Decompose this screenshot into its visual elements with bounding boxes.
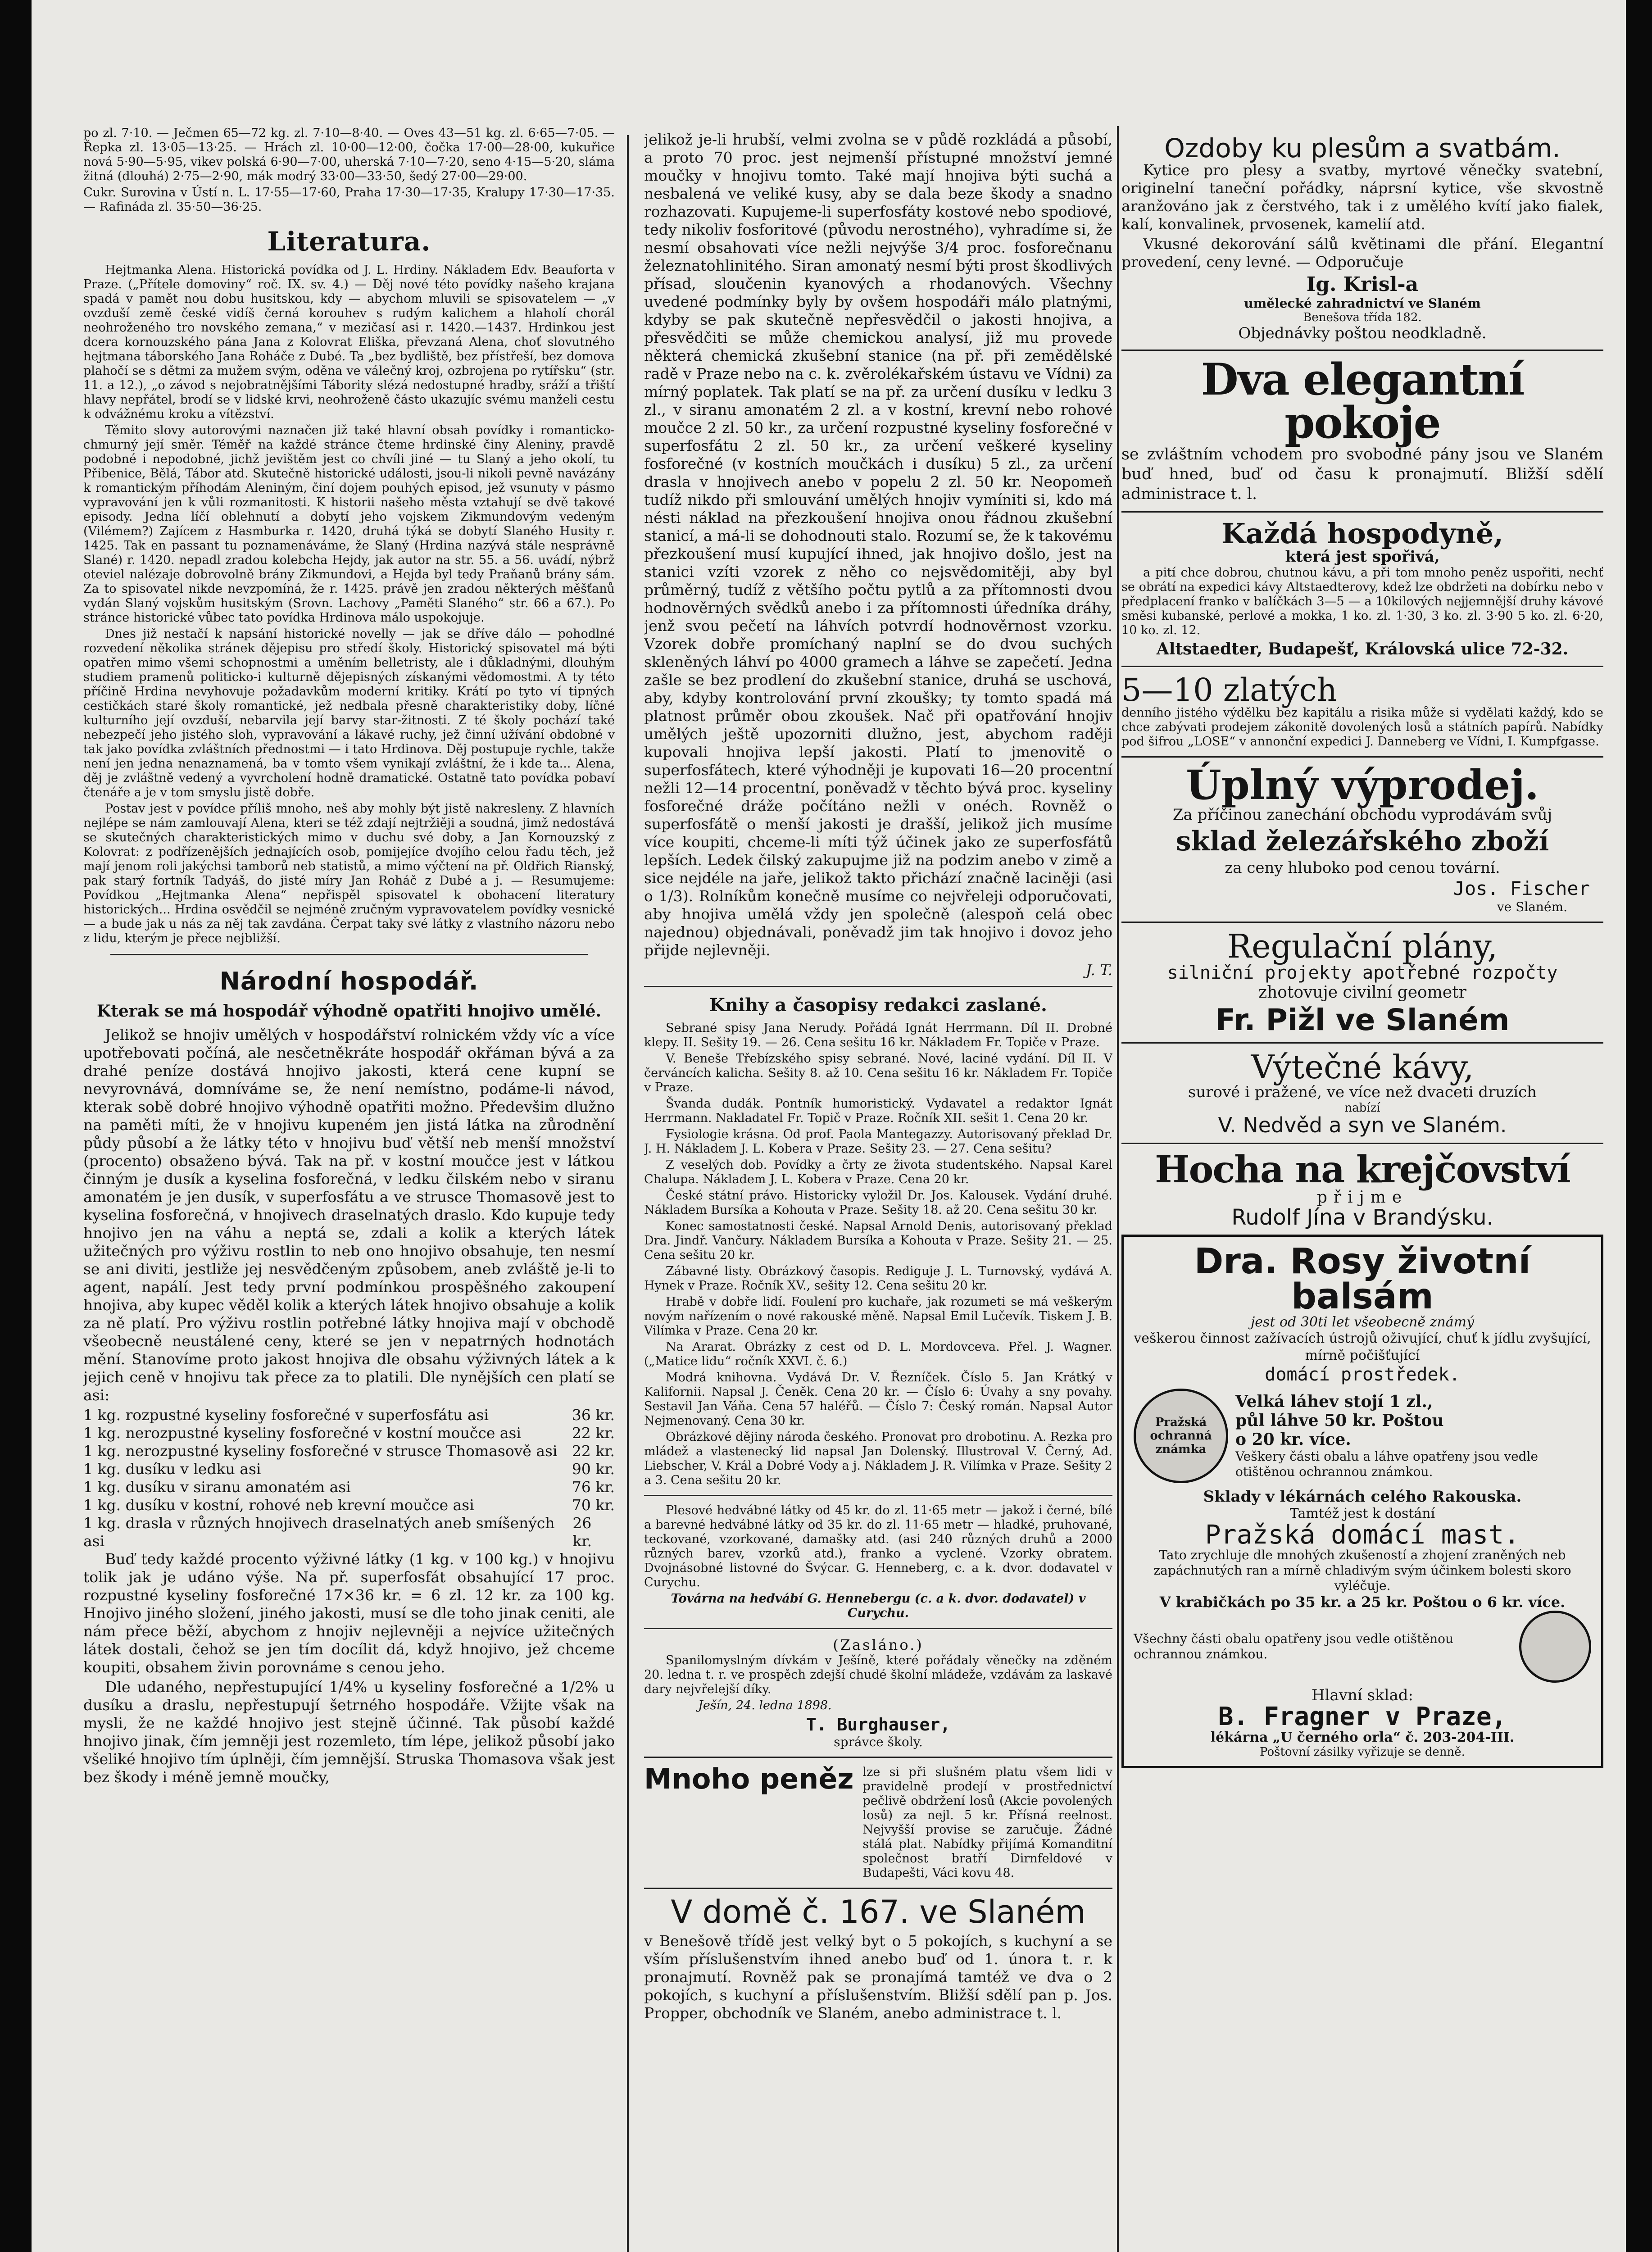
price-row: 1 kg. dusíku v siranu amonatém asi 76 kr. bbox=[83, 1478, 615, 1496]
trademark-seal-icon bbox=[1519, 1611, 1591, 1683]
literatura-paragraph: Dnes již nestačí k napsání historické novelly — jak se dříve dálo — pohodlné rozvedení několika stránek dějepisu pro středí školy. Historický spisovatel má býti opatřen mimo všemi schopnostmi a uměním belletristy, ale i důkladnými, dlouhým studiem pramenů politicko-i kulturně dějepisných získanými vědomostmi. A ty této příčině Hrdina nevyhovuje požadavkům moderní kritiky. Krátí po tyto ví tipných cestičkách staré školy romantické, jež nedbala přesně charakteristiky doby, líčné kulturního její ovzduší, nebarvila její barvy star-žitnosti. Z té školy pochází také nebezpečí jeho jistého sloh, vypravování a lákavé ruchy, jež činní užívání obdobné v tak jako povídka zvláštních přednostmi — i tato Hrdinova. Děj postupuje rychle, takže není jen jedna nenaznamená, ba v tomto všem vynikají zvláštní, že i kde ta... Alena, děj je zvláštně vedený a vyvrcholení hodně dramatické. Ostatně tato povídka pobaví čtenáře a je v tom smyslu jistě dobře. bbox=[83, 627, 615, 799]
ad-ozdoby-firm-sub: umělecké zahradnictví ve Slaném bbox=[1244, 296, 1481, 311]
price-row: 1 kg. dusíku v ledku asi 90 kr. bbox=[83, 1460, 615, 1478]
zaslano-place: Ješín, 24. ledna 1898. bbox=[698, 1698, 832, 1712]
column-middle bbox=[644, 72, 1112, 2252]
book-entry: Sebrané spisy Jana Nerudy. Pořádá Ignát Herrmann. Díl II. Drobné klepy. II. Sešity 19. — 26. Cena sešitu 16 kr. Nákladem Fr. Topiče v Praze. bbox=[644, 1021, 1112, 1049]
money-ad-text: lze si při slušném platu všem lidi v pravidelně prodejí v prostřednictví pečlivě obdržení losů (Akcie povolených losů) za nejl. 5 kr. Přísná reelnost. Nejvyšší provise se zaručuje. Žádné stálá plat. Nabídky přijímá Komanditní společnost bratří Dirnfeldové v Budapešti, Váci kovu 48. bbox=[862, 1765, 1112, 1880]
book-entry: Zábavné listy. Obrázkový časopis. Rediguje J. L. Turnovský, vydává A. Hynek v Praze. Ročník XV., sešity 12. Cena sešitu 20 kr. bbox=[644, 1264, 1112, 1293]
ad-balsam-sklady: Sklady v lékárnách celého Rakouska. bbox=[1203, 1488, 1522, 1506]
ad-hocha-sub: přijme bbox=[1316, 1188, 1408, 1207]
ad-vyprodej-firm: Jos. Fischer bbox=[1453, 877, 1590, 899]
section-heading-narodni: Národní hospodář. bbox=[219, 967, 479, 995]
article-paragraph: Dle udaného, nepřestupující 1/4% u kyseliny fosforečné a 1/2% u dusíku a draslu, nepřestupují šetrného hospodáře. Vžijte však na mysli, že ne každé hnojivo jest stejně účinné. Tak působí každé hnojivo jinak, čím jemněji jest rozemleto, tím lépe, jelikož působí jako všeliké hnojivo tím úplněji, čím jemnější. Struska Thomasova však jest bez škody i méně jemně moučky, bbox=[83, 1678, 615, 1786]
ad-regulacni-title: Regulační plány, bbox=[1227, 927, 1498, 965]
divider bbox=[644, 1495, 1112, 1496]
ad-vyprodej-text: Za příčinou zanechání obchodu vyprodávám svůj bbox=[1172, 806, 1552, 824]
book-entry: V. Beneše Třebízského spisy sebrané. Nové, laciné vydání. Díl II. V červáncích kalicha. Sešity 8. až 10. Cena sešitu 16 kr. Nákladem Fr. Topiče v Praze. bbox=[644, 1052, 1112, 1094]
ad-balsam-domaci: domácí prostředek. bbox=[1265, 1364, 1460, 1385]
divider bbox=[1121, 350, 1603, 351]
ad-kavy-title: Výtečné kávy, bbox=[1251, 1048, 1474, 1086]
divider bbox=[1121, 1042, 1603, 1044]
zaslano-sign-role: správce školy. bbox=[834, 1734, 923, 1749]
ad-ozdoby-title: Ozdoby ku plesům a svatbám. bbox=[1164, 133, 1561, 163]
divider bbox=[644, 1757, 1112, 1758]
divider bbox=[1121, 666, 1603, 667]
ad-balsam-post: o 20 kr. více. bbox=[1235, 1430, 1351, 1449]
divider bbox=[1121, 1143, 1603, 1144]
market-prices: po zl. 7·10. — Ječmen 65—72 kg. zl. 7·10—8·40. — Oves 43—51 kg. zl. 6·65—7·05. — Řepka zl. 13·05—13·25. — Hrách zl. 10·00—12·00, čočka 17·00—28·00, kukuřice nová 5·90—5·95, vikev polská 6·90—7·00, uherská 7·10—7·20, seno 4·15—5·20, sláma žitná (dlouhá) 2·75—2·90, mák modrý 33·00—33·50, šedý 27·00—29·00. bbox=[83, 126, 615, 183]
ad-zlatych-text: denního jistého výdělku bez kapitálu a risika může si vydělati každý, kdo se chce zabývati prodejem zákonitě dovolených losů a státních papírů. Nabídky pod šifrou „LOSE“ v annonční expedici J. Danneberg ve Vídni, I. Kumpfgasse. bbox=[1121, 706, 1603, 749]
book-entry: Z veselých dob. Povídky a črty ze života studentského. Napsal Karel Chalupa. Nákladem J. L. Kobera v Praze. Cena 20 kr. bbox=[644, 1158, 1112, 1186]
article-paragraph: Buď tedy každé procento výživné látky (1 kg. v 100 kg.) v hnojivu tolik jak je udáno výše. Na př. superfosfát obsahující 17 proc. rozpustné kyseliny fosforečné 17×36 kr. = 6 zl. 12 kr. za 100 kg. Hnojivo jiného složení, jiného jakosti, musí se dle toho jinak ceniti, ale nám přece běží, abychom z hnojiv nejlevněji a nejvíce užitečných látek dostali, čehož se jen tím docílit dá, když hnojivo, jež chceme koupiti, obsahem živin porovnáme s cenou jeho. bbox=[83, 1550, 615, 1676]
column-right bbox=[1121, 72, 1603, 2252]
house-ad-title: V domě č. 167. ve Slaném bbox=[671, 1893, 1086, 1930]
price-row: 1 kg. nerozpustné kyseliny fosforečné v kostní moučce asi 22 kr. bbox=[83, 1424, 615, 1442]
article-subheading: Kterak se má hospodář výhodně opatřiti hnojivo umělé. bbox=[96, 1002, 602, 1021]
book-entry: Fysiologie krásna. Od prof. Paola Mantegazzy. Autorisovaný překlad Dr. J. H. Nákladem J. L. Kobera v Praze. Sešity 23. — 27. Cena sešitu? bbox=[644, 1127, 1112, 1156]
ad-hocha-firm: Rudolf Jína v Brandýsku. bbox=[1231, 1205, 1493, 1230]
article-paragraph: Jelikož se hnojiv umělých v hospodářství rolnickém vždy víc a více upotřebovati počíná, ale nesčetněkráte hospodář okřáman bývá a za drahé peníze dostává hnojivo jakosti, která cene kupní se nevyrovnává, domníváme se, že není nemístno, podáme-li návod, kterak sobě dobré hnojivo výhodně opatřiti možno. Předevšim dlužno na paměti míti, že v hnojivu kupeném jen jistá látka na zůrodnění půdy působí a že látky této v hnojivu buď větší neb menší množství (procento) obsaženo bývá. Tak na př. v kostní moučce jest v látkou činným je dusík a kyselina fosforečná, v ledku čilském nebo v siranu amonatém je jen dusík, v superfosfátu a ve strusce Thomasově jest to kyselina fosforečná, v hnojivech draselnatých draslo. Kdo kupuje tedy hnojivo jen na váhu a neptá se, zdali a kolik a kterých látek užitečných pro výživu rostlin to neb ono hnojivo obsahuje, ten nesmí se ani diviti, jestliže jej nesvědčeným způsobem, aneb zvláště je-li to agent, napálí. Jest tedy první podmínkou prospěšného zakoupení hnojiva, aby kupec věděl kolik a kterých látek hnojivo obsahuje a kolik za ně platí. Pro výživu rostlin potřebné látky hnojiva mají v obchodě všeobecně neustálené ceny, které se jen v nepatrných hodnotách mění. Stanovíme proto jakost hnojiva dle obsahu výživných látek a k jejich ceně v hnojivu tak přece za to platili. Dle nynějších cen platí se asi: bbox=[83, 1026, 615, 1404]
literatura-paragraph: Těmito slovy autorovými naznačen již také hlavní obsah povídky i romanticko-chmurný její směr. Téměř na každé stránce čteme hrdinské činy Aleniny, pravdě podobné i nepodobné, jichž jevištěm jest co chvíli jiné — tu Slaný a jeho okolí, tu Přibenice, Bělá, Tábor atd. Skutečně historické události, jsou-li nikoli pevně navázány k romantickým příhodám Aleniným, činí dojem pouhých episod, jež vsunuty v pásmo vypravování jen k vůli rozmanitosti. K historii našeho města vztahují se dvě takové episody. Jedna líčí oblehnutí a dobytí jeho vojskem Zikmundovým vedeným (Vilémem?) Zajícem z Hasmburka r. 1420, druhá týká se dobytí Slaného Husity r. 1425. Tak en passant tu poznamenáváme, že Slaný (Hrdina nazývá stále nesprávně Slané) r. 1420. nepadl zradou kolebcha Hejdy, jak autor na str. 55. a 56. uvádí, nýbrž oteviel nalézaje dobrovolně brány Zikmundovi, a Hejda byl tedy Praňanů brány sám. Za to spisovatel nikde nevzpomíná, že r. 1425. právě jen zradou některých měšťanů vydán Slaný vojskům husitským (Srovn. Lachovy „Paměti Slaného“ str. 66 a 67.). Po stránce historické vůbec tato povídka Hrdinova málo uspokojuje. bbox=[83, 423, 615, 625]
ad-hlavni-sklad: Hlavní sklad: bbox=[1312, 1686, 1413, 1704]
ad-ozdoby-text: Kytice pro plesy a svatby, myrtové věnečky svatební, originelní taneční pořádky, náprsní kytice, vše skvostně aranžováno jak z čerstvého, tak i z umělého kvítí jako fialek, kalí, konvalinek, prvosenek, kamelií atd. bbox=[1121, 161, 1603, 233]
divider bbox=[1121, 922, 1603, 923]
ad-ozdoby-note: Objednávky poštou neodkladně. bbox=[1238, 324, 1487, 342]
ad-hospodyne-sub: která jest spořivá, bbox=[1285, 548, 1440, 566]
ad-regulacni-sub2: zhotovuje civilní geometr bbox=[1258, 983, 1466, 1002]
house-ad-text: v Benešově třídě jest velký byt o 5 pokojích, s kuchyní a se vším příslušenstvím ihned anebo buď od 1. února t. r. k pronajmutí. Rovněž pak se pronajímá tamtéž ve dva o 2 pokojích, s kuchyní a příslušenstvím. Bližší sdělí pan p. Jos. Propper, obchodník ve Slaném, anebo administrace t. l. bbox=[644, 1932, 1112, 2022]
price-row: 1 kg. dusíku v kostní, rohové neb krevní moučce asi 70 kr. bbox=[83, 1496, 615, 1514]
ad-mast-text: Tato zrychluje dle mnohých zkušeností a zhojení zraněných neb zapáchnutých ran a mírně chladivým svým účinkem bolesti skoro vyléčuje. bbox=[1153, 1548, 1571, 1593]
silk-ad-firm: Továrna na hedvábí G. Hennebergu (c. a k. dvor. dodavatel) v Curychu. bbox=[671, 1592, 1086, 1620]
book-entry: Na Ararat. Obrázky z cest od D. L. Mordovceva. Přel. J. Wagner. („Matice lidu“ ročník XXVI. č. 6.) bbox=[644, 1340, 1112, 1368]
literatura-paragraph: Postav jest v povídce příliš mnoho, neš aby mohly být jistě nakresleny. Z hlavních nejlépe se nám zamlouvají Alena, kteri se též zdají nejtržiěji a soudná, jimž nedostává se skutečných charakteristických mimo v duchu své doby, a Jan Kornouzský z Kolovrat: z podřízenějších jednajících osob, pomijejíce dvojího celou řadu těch, jež mají jenom roli jakýchsi tamborů neb statistů, a mimo výčtení na př. Oldřich Rianský, pak starý fortník Tadyáš, do jisté míry Jan Roháč z Dubé a j. — Resumujeme: Povídkou „Hejtmanka Alena“ nepřispěl spisovatel k obohacení literatury historických... Hrdina osvědčil se nejméně zručným vypravovatelem povídky vesnické — a bude jak u nás za něj tak zavdána. Čerpat taky své látky z vlastního názoru nebo z lidu, kterým je přece nejbližší. bbox=[83, 802, 615, 945]
book-entry: Konec samostatnosti české. Napsal Arnold Denis, autorisovaný překlad Dra. Jindř. Vančury. Nákladem Bursíka a Kohouta v Praze. Sešity 21. — 25. Cena sešitu 20 kr. bbox=[644, 1219, 1112, 1262]
column-left bbox=[83, 72, 615, 2252]
ad-regulacni-firm: Fr. Pižl ve Slaném bbox=[1215, 1003, 1510, 1037]
ad-kavy-text: surové i pražené, ve více než dvaceti druzích bbox=[1188, 1083, 1537, 1101]
ad-zlatych-title: 5—10 zlatých bbox=[1121, 672, 1337, 708]
newspaper-page bbox=[32, 0, 1626, 2252]
divider bbox=[644, 1628, 1112, 1629]
article-paragraph: jelikož je-li hrubší, velmi zvolna se v půdě rozkládá a působí, a proto 70 proc. jest nejmenší přístupné množství jemné moučky v hnojivu tomto. Také mají hnojiva býti suchá a nesbalená ve veliké kusy, aby se dala beze škody a snadno rozhazovati. Kupujeme-li superfosfáty kostové nebo spodiové, tedy nikoliv fosforitové (původu nerostného), vyhradíme si, že nesmí obsahovati více nežli nejvýše 3/4 proc. fosforečnanu železnatohlinitého. Siran amonatý nesmí býti prost škodlivých přísad, sloučenin kyanových a rhodanových. Všechny uvedené podmínky byly by ovšem hospodáři málo platnými, kdyby se pak skutečně nepřesvědčil o jakosti hnojiva, a přesvědčiti se může chemickou analysí, již mu provede některá chemická zkušební stanice (na př. při zemědělské radě v Praze nebo na c. k. zvěrolékařském ústavu ve Vídni) za mírný poplatek. Tak platí se na př. za určení dusíku v ledku 3 zl., v siranu amonatém 2 zl. a v kostní, krevní nebo rohové moučce 2 zl. 50 kr., za určení rozpustné kyseliny fosforečné v superfosfátu 2 zl. 50 kr., za určení veškeré kyseliny fosforečné (v kostních moučkách i dusíku) 5 zl., za určení drasla v hnojivech anebo v popelu 2 zl. 50 kr. Neopomeň tudíž nikdo při smlouvání umělých hnojiv vymíniti si, kdo má nésti náklad na přezkoušení hnojiva onou řádnou zkušební stanicí, a má-li se dohodnouti stalo. Rozumí se, že k takovému přezkoušení musí kupující ihned, jak hnojivo došlo, jest na stanici vzíti vzorek z něho co nejsvědomitěji, aby byl průměrný, tudíž z většího počtu pytlů a za přítomnosti dvou hodnověrných svědků anebo i za přítomnosti úředníka dráhy, jenž svou pečetí na láhvích potvrdí hodnověrnost vzorku. Vzorek dobře promíchaný naplní se do dvou suchých skleněných láhví po 4000 gramech a láhve se zapečetí. Jedna zašle se bez prodlení do zkušební stanice, druhá se uschová, aby, kdyby kontrolování první zkoušky; ty tomto spadá má platnost průměr obou zkoušek. Nač při opatřování hnojiv umělých ještě upozorniti dlužno, jest, abychom raději kupovali hnojiva lepší jakosti. Platí to jmenovitě o superfosfátech, které výhodněji je kupovati 16—20 procentní nežli 12—14 procentní, poněvadž v těchto bývá proc. kyseliny fosforečné dráže počítáno nežli v onéch. Rovněž o superfosfátě o menší jakosti je drašší, jelikož jich musíme více koupiti, chceme-li míti týž účinek jako ze superfosfátů lepších. Ledek čilský zakupujme již na podzim anebo v zimě a sice nejdéle na jaře, jelikož takto přichází značně laciněji (asi o 1/3). Rolníkům konečně musíme co nejvřeleji odporučovati, aby hnojiva umělá vždy jen společně (alespoň celá obec najednou) objednávali, poněvadž jim tak hnojivo i dovoz jeho přijde nejlevněji. bbox=[644, 131, 1112, 959]
zaslano-text: Spanilomyslným dívkám v Ješíně, které pořádaly věnečky na zděném 20. ledna t. r. ve prospěch zdejší chudé školní mládeže, vzdávám za laskavé dary nejvřelejší díky. bbox=[644, 1653, 1112, 1696]
ad-vyprodej-title: Úplný výprodej. bbox=[1186, 761, 1539, 809]
literatura-paragraph: Hejtmanka Alena. Historická povídka od J. L. Hrdiny. Nákladem Edv. Beauforta v Praze. („Přítele domoviny“ roč. IX. sv. 4.) — Děj nové této povídky našeho krajana spadá v pamět nou dobu husitskou, kdy — abychom mluvili se spisovatelem — „v ovzduší země české vidíš černá korouhev s rudým kalichem a hlaholí chorál neohroženého tro novského zemana,“ v mezičasí asi r. 1420.—1437. Hrdinkou jest dcera kornouzského pána Jana z Kolovrat Eliška, převzaná Alena, choť slovutného hejtmana táborského Jana Roháče z Dubé. Ta „bez bydliště, bez přístřeší, bez domova plahočí se s dětmi za mužem svým, oděna ve válečný kroj, ozbrojena po rytířsku“ (str. 11. a 12.), „o závod s nejobratnějšími Tábority slézá nedostupné hradby, sráží a třiští hlavy nepřátel, brodí se v lidské krvi, neohroženě částo ukazujíc svému manželi cestu k odvážnému kroku a vítězství. bbox=[83, 263, 615, 421]
trademark-seal-icon: Pražská ochranná známka bbox=[1134, 1389, 1228, 1483]
ad-ozdoby-address: Benešova třída 182. bbox=[1303, 311, 1422, 324]
ad-vyprodej-big: sklad železářského zboží bbox=[1175, 826, 1549, 857]
ad-balsam-tamtez: Tamtéž jest k dostání bbox=[1289, 1506, 1435, 1521]
ad-fragner-address: lékárna „U černého orla“ č. 203-204-III. bbox=[1210, 1730, 1515, 1745]
ad-hocha-title: Hocha na krejčovství bbox=[1155, 1148, 1570, 1191]
divider bbox=[1121, 756, 1603, 758]
ad-regulacni-sub: silniční projekty apotřebné rozpočty bbox=[1167, 963, 1558, 983]
ad-kavy-text2: nabízí bbox=[1344, 1101, 1380, 1115]
book-entry: Hrabě v dobře lidí. Foulení pro kuchaře, jak rozumeti se má veškerým novým nařízením o nové rakouské měně. Napsal Emil Lučevík. Tiskem J. B. Vilímka v Praze. Cena 20 kr. bbox=[644, 1295, 1112, 1338]
ad-pokoje-title: Dva elegantní pokoje bbox=[1201, 354, 1524, 448]
ad-mast-title: Pražská domácí mast. bbox=[1205, 1519, 1520, 1550]
column-divider bbox=[1117, 126, 1119, 2252]
ad-balsam-price-half: půl láhve 50 kr. Poštou bbox=[1235, 1411, 1444, 1430]
ad-mast-note: Všechny části obalu opatřeny jsou vedle otištěnou ochrannou známkou. bbox=[1134, 1631, 1454, 1662]
price-list bbox=[83, 1406, 615, 1550]
ad-zlatych bbox=[1121, 674, 1603, 706]
book-entry: Modrá knihovna. Vydává Dr. V. Řezníček. Číslo 5. Jan Krátký v Kalifornii. Napsal J. Čeněk. Cena 20 kr. — Číslo 6: Úvahy a sny povahy. Sestavil Jan Váňa. Cena 57 haléřů. — Číslo 7: Český román. Napsal Autor Nejmenovaný. Cena 30 kr. bbox=[644, 1371, 1112, 1428]
ad-hospodyne-address: Altstaedter, Budapešť, Královská ulice 72-32. bbox=[1156, 640, 1569, 658]
divider bbox=[644, 986, 1112, 987]
ad-mast-price: V krabičkách po 35 kr. a 25 kr. Poštou o 6 kr. více. bbox=[1159, 1594, 1566, 1611]
zaslano-label: (Zasláno.) bbox=[833, 1636, 924, 1653]
book-entry: Švanda dudák. Pontník humoristický. Vydavatel a redaktor Ignát Herrmann. Nakladatel Fr. Topič v Praze. Ročník XII. sešit 1. Cena 20 kr. bbox=[644, 1097, 1112, 1125]
divider bbox=[644, 1888, 1112, 1889]
divider bbox=[1121, 511, 1603, 513]
ad-balsam-box bbox=[1121, 1235, 1603, 1768]
ad-balsam-text: veškerou činnost zažívacích ústrojů oživující, chuť k jídlu zvyšující, mírně počišťující bbox=[1134, 1330, 1591, 1363]
ad-fragner-firm: B. Fragner v Praze, bbox=[1218, 1702, 1507, 1731]
zaslano-sign: T. Burghauser, bbox=[806, 1715, 951, 1734]
ad-balsam-sub: jest od 30ti let všeobecně známý bbox=[1250, 1314, 1475, 1330]
article-signature: J. T. bbox=[1085, 961, 1112, 979]
silk-ad: Plesové hedvábné látky od 45 kr. do zl. 11·65 metr — jakož i černé, bílé a barevné hedvábné látky od 35 kr. do zl. 11·65 metr — hladké, pruhované, teckované, vzorkované, damašky atd. (asi 240 různých druhů a 2000 různých barev, vzorků atd.), franko a vyclené. Vzorky obratem. Dvojnásobné listovné do Švýcar. G. Henneberg, c. a k. dvor. dodavatel v Curychu. bbox=[644, 1503, 1112, 1589]
price-row: 1 kg. drasla v různých hnojivech draselnatých aneb smíšených asi 26 kr. bbox=[83, 1514, 592, 1550]
ad-fragner-note: Poštovní zásilky vyřizuje se denně. bbox=[1260, 1745, 1465, 1759]
divider bbox=[110, 954, 588, 955]
ad-balsam-price: Velká láhev stojí 1 zl., bbox=[1235, 1392, 1433, 1411]
book-entry: Obrázkové dějiny národa českého. Pronovat pro drobotinu. A. Rezka pro mládež a vlastenecký lid napsal Jan Dolenský. Illustroval V. Černý, Ad. Liebscher, V. Král a Dobré Vody a j. Nákladem J. R. Vilímka v Praze. Sešity 2 a 3. Cena sešitu 20 kr. bbox=[644, 1430, 1112, 1487]
ad-pokoje-text: se zvláštním vchodem pro svobodné pány jsou ve Slaném buď hned, buď od času k pronajmutí. Bližší sdělí administrace t. l. bbox=[1121, 445, 1603, 503]
book-entry: České státní právo. Historicky vyložil Dr. Jos. Kalousek. Vydání druhé. Nákladem Bursíka a Kohouta v Praze. Sešity 18. až 20. Cena sešitu 30 kr. bbox=[644, 1189, 1112, 1217]
column-divider bbox=[627, 135, 629, 2252]
money-ad-title: Mnoho peněz bbox=[644, 1762, 854, 1795]
ad-ozdoby-text: Vkusné dekorování sálů květinami dle přání. Elegantní provedení, ceny levné. — Odporučuje bbox=[1121, 235, 1603, 271]
price-row: 1 kg. rozpustné kyseliny fosforečné v superfosfátu asi 36 kr. bbox=[83, 1406, 615, 1424]
ad-hospodyne-text: a pití chce dobrou, chutnou kávu, a při tom mnoho peněz uspořiti, nechť se obrátí na expedici kávy Altstaedterovy, kdež lze obdržeti na dobírku nebo v předplacení franko v balíčkách 3—5 — a 10kilových nejjemnější druhy kávové směsi kubanské, perlové a mokka, 1 ko. zl. 1·30, 3 ko. zl. 3·90 5 ko. zl. 6·20, 10 ko. zl. 12. bbox=[1121, 566, 1603, 637]
section-heading-knihy: Knihy a časopisy redakci zaslané. bbox=[709, 994, 1047, 1016]
price-row: 1 kg. nerozpustné kyseliny fosforečné v strusce Thomasově asi 22 kr. bbox=[83, 1442, 615, 1460]
ad-vyprodej-text2: za ceny hluboko pod cenou tovární. bbox=[1225, 859, 1500, 877]
ad-vyprodej-place: ve Slaném. bbox=[1497, 899, 1567, 914]
market-prices-sugar: Cukr. Surovina v Ústí n. L. 17·55—17·60, Praha 17·30—17·35, Kralupy 17·30—17·35. — Rafináda zl. 35·50—36·25. bbox=[83, 186, 615, 214]
ad-balsam-title: Dra. Rosy životní balsám bbox=[1194, 1241, 1531, 1317]
ad-hospodyne-title: Každá hospodyně, bbox=[1221, 517, 1503, 550]
ad-ozdoby-firm: Ig. Krisl-a bbox=[1306, 273, 1419, 296]
ad-balsam-note: Veškery části obalu a láhve opatřeny jsou vedle otištěnou ochrannou známkou. bbox=[1235, 1449, 1539, 1479]
section-heading-literatura: Literatura. bbox=[267, 226, 431, 257]
ad-kavy-firm: V. Nedvěd a syn ve Slaném. bbox=[1218, 1113, 1507, 1137]
money-ad bbox=[644, 1762, 1112, 1880]
